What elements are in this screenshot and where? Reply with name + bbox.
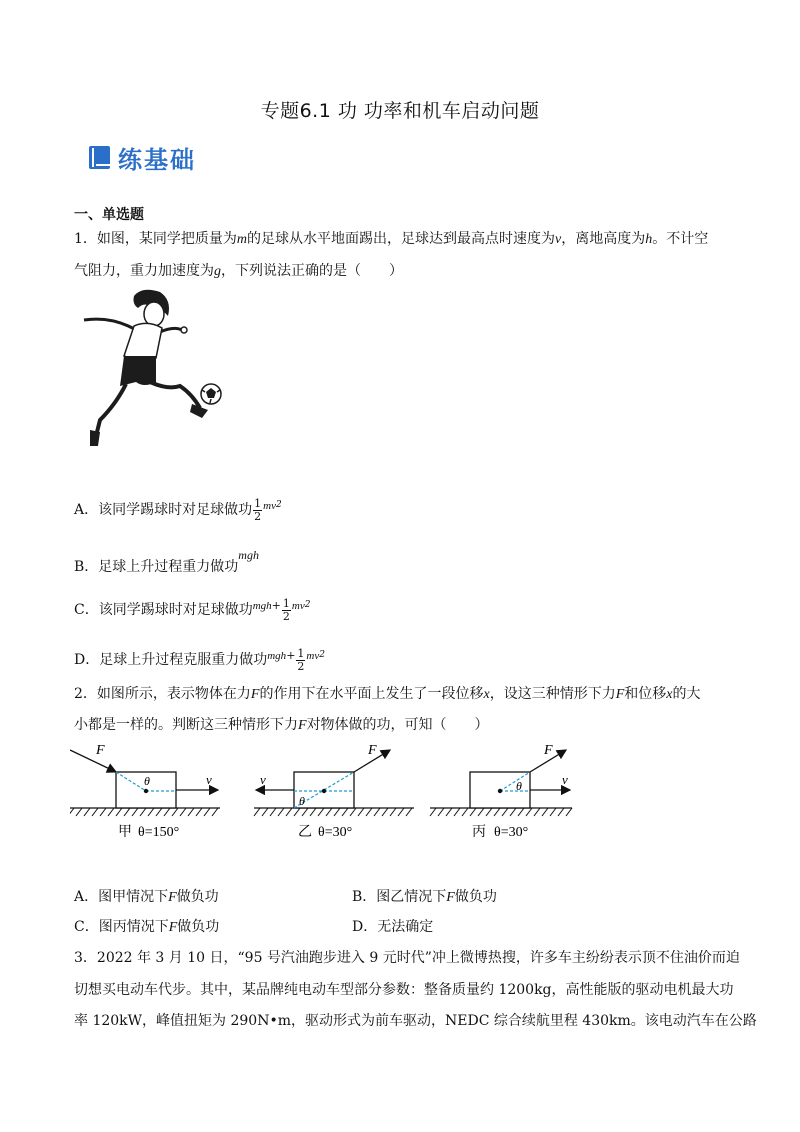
force-label-jia: F — [96, 743, 105, 758]
caption-bing-name: 丙 — [472, 825, 486, 840]
velocity-label-jia: v — [206, 772, 212, 787]
caption-jia-angle: θ=150° — [138, 825, 180, 840]
section-heading: 一、单选题 — [74, 207, 144, 223]
caption-bing-angle: θ=30° — [494, 825, 529, 840]
caption-yi-name: 乙 — [298, 825, 312, 840]
theta-label-jia: θ — [144, 774, 150, 788]
force-diagram-yi — [248, 742, 428, 842]
section-banner — [88, 140, 196, 175]
q1-option-c[interactable]: C．该同学踢球时对足球做功$^{mgh+}$ $\frac{1}{2}$ $^{mv2}$ — [74, 596, 311, 623]
q2-option-a[interactable]: A．图甲情况下F做负功 — [74, 889, 219, 905]
q3-stem-line1: 3．2022 年 3 月 10 日，“95 号汽油跑步进入 9 元时代”冲上微博热搜，许多车主纷纷表示顶不住油价而迫 — [74, 950, 740, 966]
theta-label-yi: θ — [299, 794, 305, 808]
force-label-bing: F — [544, 743, 553, 758]
force-diagram-bing — [424, 742, 604, 842]
theta-label-bing: θ — [516, 779, 522, 793]
q1-option-d[interactable]: D．足球上升过程克服重力做功$^{mgh+}$ $\frac{1}{2}$ $^{mv2}$ — [74, 646, 325, 673]
force-diagram-jia — [70, 742, 250, 842]
q2-option-d[interactable]: D．无法确定 — [352, 919, 434, 935]
q1-stem-line1: 1．如图，某同学把质量为m的足球从水平地面踢出，足球达到最高点时速度为v，离地高度为h。不计空 — [74, 231, 709, 247]
force-label-yi: F — [368, 743, 377, 758]
q2-option-b[interactable]: B．图乙情况下F做负功 — [352, 889, 497, 905]
q2-stem-line2: 小都是一样的。判断这三种情形下力F对物体做的功，可知（ ） — [74, 717, 489, 733]
q1-option-a[interactable]: A．该同学踢球时对足球做功 $\frac{1}{2}$ $^{mv2}$ — [74, 496, 282, 523]
q2-stem-line1: 2．如图所示，表示物体在力F的作用下在水平面上发生了一段位移x，设这三种情形下力F和位移x的大 — [74, 686, 701, 702]
book-icon — [88, 145, 112, 171]
velocity-label-yi: v — [260, 772, 266, 787]
velocity-label-bing: v — [562, 772, 568, 787]
q1-option-b[interactable]: B．足球上升过程重力做功mgh — [74, 548, 259, 575]
page-title: 专题6.1 功 功率和机车启动问题 — [260, 100, 540, 122]
q3-stem-line2: 切想买电动车代步。其中，某品牌纯电动车型部分参数：整备质量约 1200kg，高性能版的驱动电机最大功 — [74, 982, 734, 998]
soccer-player-illustration — [76, 286, 228, 454]
q2-option-c[interactable]: C．图丙情况下F做负功 — [74, 919, 220, 935]
banner-title: 练基础 — [118, 146, 196, 174]
q3-stem-line3: 率 120kW，峰值扭矩为 290N•m，驱动形式为前车驱动，NEDC 综合续航里程 430km。该电动汽车在公路 — [74, 1013, 757, 1029]
q1-stem-line2: 气阻力，重力加速度为g，下列说法正确的是（ ） — [74, 263, 403, 279]
caption-yi-angle: θ=30° — [318, 825, 353, 840]
caption-jia-name: 甲 — [118, 825, 132, 840]
